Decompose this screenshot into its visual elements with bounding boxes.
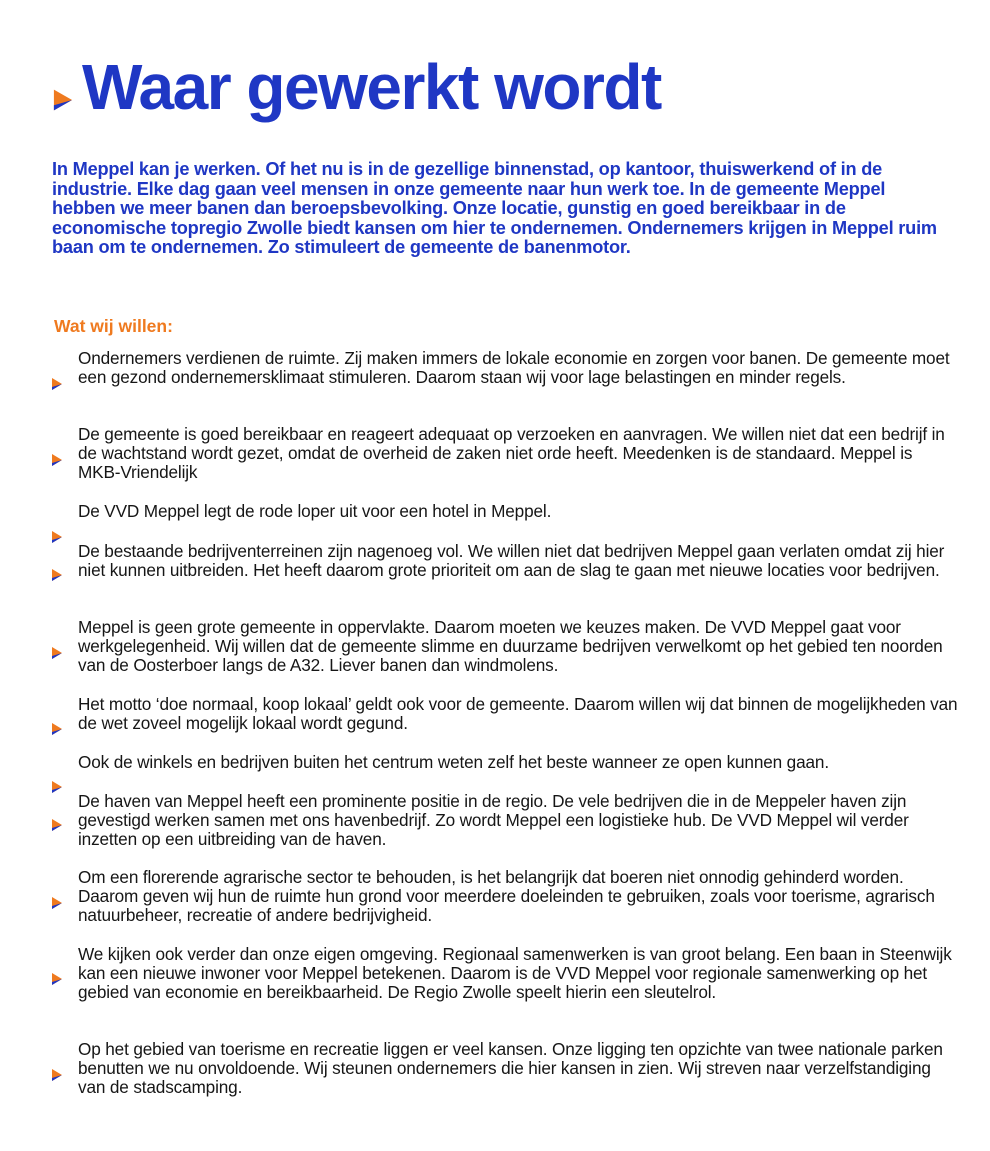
list-item: De VVD Meppel legt de rode loper uit voor een hotel in Meppel. xyxy=(78,501,552,521)
bullet-icon xyxy=(50,972,64,986)
bullet-icon xyxy=(50,780,64,794)
bullet-icon xyxy=(50,646,64,660)
title-block xyxy=(50,50,661,124)
bullet-icon xyxy=(50,1068,64,1082)
bullet-icon xyxy=(50,453,64,467)
list-item: De haven van Meppel heeft een prominente positie in de regio. De vele bedrijven die in de Meppeler haven zijn gevestigd werken samen met ons havenbedrijf. Zo wordt Meppel een logistieke hub. De VVD Meppel wil verder inzetten op een uitbreiding van de haven. xyxy=(78,791,909,849)
list-item: Om een florerende agrarische sector te behouden, is het belangrijk dat boeren niet onnodig gehinderd worden. Daarom geven wij hun de ruimte hun grond voor meerdere doeleinden te gebruiken, zoals voor toerisme, agrarisch natuurbeheer, recreatie of andere bedrijvigheid. xyxy=(78,867,935,925)
bullet-icon xyxy=(50,722,64,736)
bullet-icon xyxy=(50,568,64,582)
list-item: We kijken ook verder dan onze eigen omgeving. Regionaal samenwerken is van groot belang. Een baan in Steenwijk kan een nieuwe inwoner voor Meppel betekenen. Daarom is de VVD Meppel voor regionale samenwerking op het gebied van economie en bereikbaarheid. De Regio Zwolle speelt hierin een sleutelrol. xyxy=(78,944,952,1002)
bullet-icon xyxy=(50,818,64,832)
bullet-icon xyxy=(50,377,64,391)
list-item: De bestaande bedrijventerreinen zijn nagenoeg vol. We willen niet dat bedrijven Meppel gaan verlaten omdat zij hier niet kunnen uitbreiden. Het heeft daarom grote prioriteit om aan de slag te gaan met nieuwe locaties voor bedrijven. xyxy=(78,541,945,580)
list-item: Meppel is geen grote gemeente in oppervlakte. Daarom moeten we keuzes maken. De VVD Meppel gaat voor werkgelegenheid. Wij willen dat de gemeente slimme en duurzame bedrijven verwelkomt op het gebied ten noorden van de Oosterboer langs de A32. Liever banen dan windmolens. xyxy=(78,617,943,675)
intro-paragraph: In Meppel kan je werken. Of het nu is in de gezellige binnenstad, op kantoor, thuiswerkend of in de industrie. Elke dag gaan veel mensen in onze gemeente naar hun werk toe. In de gemeente Meppel hebben we meer banen dan beroepsbevolking. Onze locatie, gunstig en goed bereikbaar in de economische topregio Zwolle biedt kansen om hier te ondernemen. Ondernemers krijgen in Meppel ruim baan om te ondernemen. Zo stimuleert de gemeente de banenmotor. xyxy=(52,159,937,258)
list-item: Ook de winkels en bedrijven buiten het centrum weten zelf het beste wanneer ze open kunnen gaan. xyxy=(78,752,829,772)
page-title: Waar gewerkt wordt xyxy=(82,51,661,123)
list-item: Het motto ‘doe normaal, koop lokaal’ geldt ook voor de gemeente. Daarom willen wij dat binnen de mogelijkheden van de wet zoveel mogelijk lokaal wordt gegund. xyxy=(78,694,958,733)
arrow-bullet-icon xyxy=(50,87,76,113)
bullet-icon xyxy=(50,896,64,910)
bullet-icon xyxy=(50,530,64,544)
section-title: Wat wij willen: xyxy=(54,316,173,336)
list-item: Op het gebied van toerisme en recreatie liggen er veel kansen. Onze ligging ten opzichte van twee nationale parken benutten we nu onvoldoende. Wij steunen ondernemers die hier kansen in zien. Wij streven naar verzelfstandiging van de stadscamping. xyxy=(78,1039,943,1097)
list-item: Ondernemers verdienen de ruimte. Zij maken immers de lokale economie en zorgen voor banen. De gemeente moet een gezond ondernemersklimaat stimuleren. Daarom staan wij voor lage belastingen en minder regels. xyxy=(78,348,950,387)
list-item: De gemeente is goed bereikbaar en reageert adequaat op verzoeken en aanvragen. We willen niet dat een bedrijf in de wachtstand wordt gezet, omdat de overheid de zaken niet orde heeft. Meedenken is de standaard. Meppel is MKB-Vriendelijk xyxy=(78,424,945,482)
